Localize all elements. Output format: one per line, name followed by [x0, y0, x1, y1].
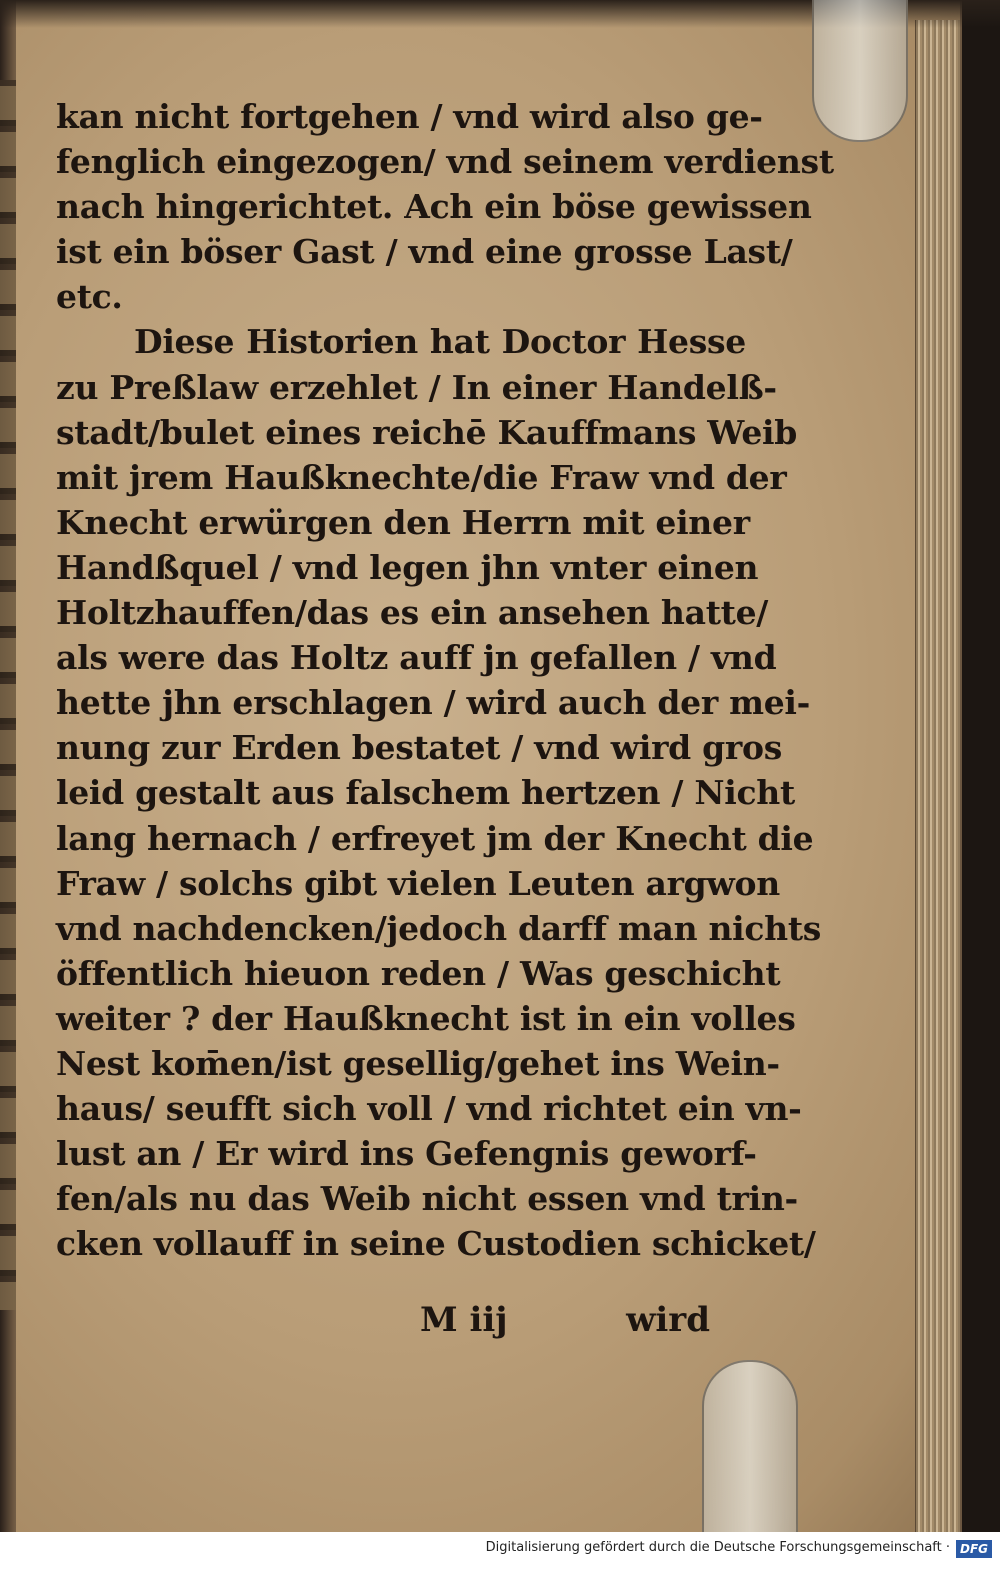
page-clip-top — [812, 0, 908, 142]
footer-bar — [0, 1532, 1000, 1569]
page-clip-bottom — [702, 1360, 798, 1532]
signature-row — [420, 1300, 710, 1350]
text-line: Diese Historien hat Doctor Hesse — [134, 322, 746, 362]
text-line: cken vollauff in seine Custodien schicket/ — [56, 1224, 816, 1264]
text-line: zu Preßlaw erzehlet / In einer Handelß- — [56, 367, 777, 407]
text-line: kan nicht fortgehen / vnd wird also ge- — [56, 97, 763, 136]
dfg-logo: DFG — [956, 1540, 992, 1558]
text-line: stadt/bulet eines reichē Kauffmans Weib — [56, 412, 798, 452]
text-line: haus/ seufft sich voll / vnd richtet ein vn- — [56, 1089, 802, 1129]
text-line: lang hernach / erfreyet jm der Knecht die — [56, 818, 814, 858]
text-line: lust an / Er wird ins Gefengnis geworf- — [56, 1134, 757, 1174]
text-line: vnd nachdencken/jedoch darff man nichts — [56, 908, 822, 948]
text-line: Knecht erwürgen den Herrn mit einer — [56, 502, 750, 542]
page-stack-edge — [915, 20, 960, 1532]
text-line: etc. — [56, 277, 123, 317]
text-line: fen/als nu das Weib nicht essen vnd trin- — [56, 1179, 798, 1219]
text-line: als were das Holtz auff jn gefallen / vnd — [56, 638, 777, 678]
text-line: mit jrem Haußknechte/die Fraw vnd der — [56, 457, 787, 497]
text-line: nach hingerichtet. Ach ein böse gewissen — [56, 187, 812, 227]
text-line: fenglich eingezogen/ vnd seinem verdienst — [56, 142, 834, 182]
funding-credit: Digitalisierung gefördert durch die Deutsche Forschungsgemeinschaft · — [485, 1540, 950, 1555]
text-line: nung zur Erden bestatet / vnd wird gros — [56, 728, 782, 768]
previous-page-edge — [0, 80, 16, 1310]
text-line: Fraw / solchs gibt vielen Leuten argwon — [56, 863, 780, 903]
catchword: wird — [626, 1300, 710, 1340]
text-line: Holtzhauffen/das es ein ansehen hatte/ — [56, 593, 769, 633]
text-line: weiter ? der Haußknecht ist in ein volles — [56, 998, 796, 1038]
text-line: hette jhn erschlagen / wird auch der mei- — [56, 683, 811, 723]
text-line: Nest kom̄en/ist gesellig/gehet ins Wein- — [56, 1043, 780, 1083]
text-line: leid gestalt aus falschem hertzen / Nicht — [56, 773, 795, 813]
signature-mark: M iij — [420, 1300, 508, 1340]
page-text — [56, 94, 834, 1266]
text-line: ist ein böser Gast / vnd eine grosse Last/ — [56, 232, 793, 272]
text-line: öffentlich hieuon reden / Was geschicht — [56, 953, 781, 993]
text-line: Handßquel / vnd legen jhn vnter einen — [56, 547, 759, 587]
